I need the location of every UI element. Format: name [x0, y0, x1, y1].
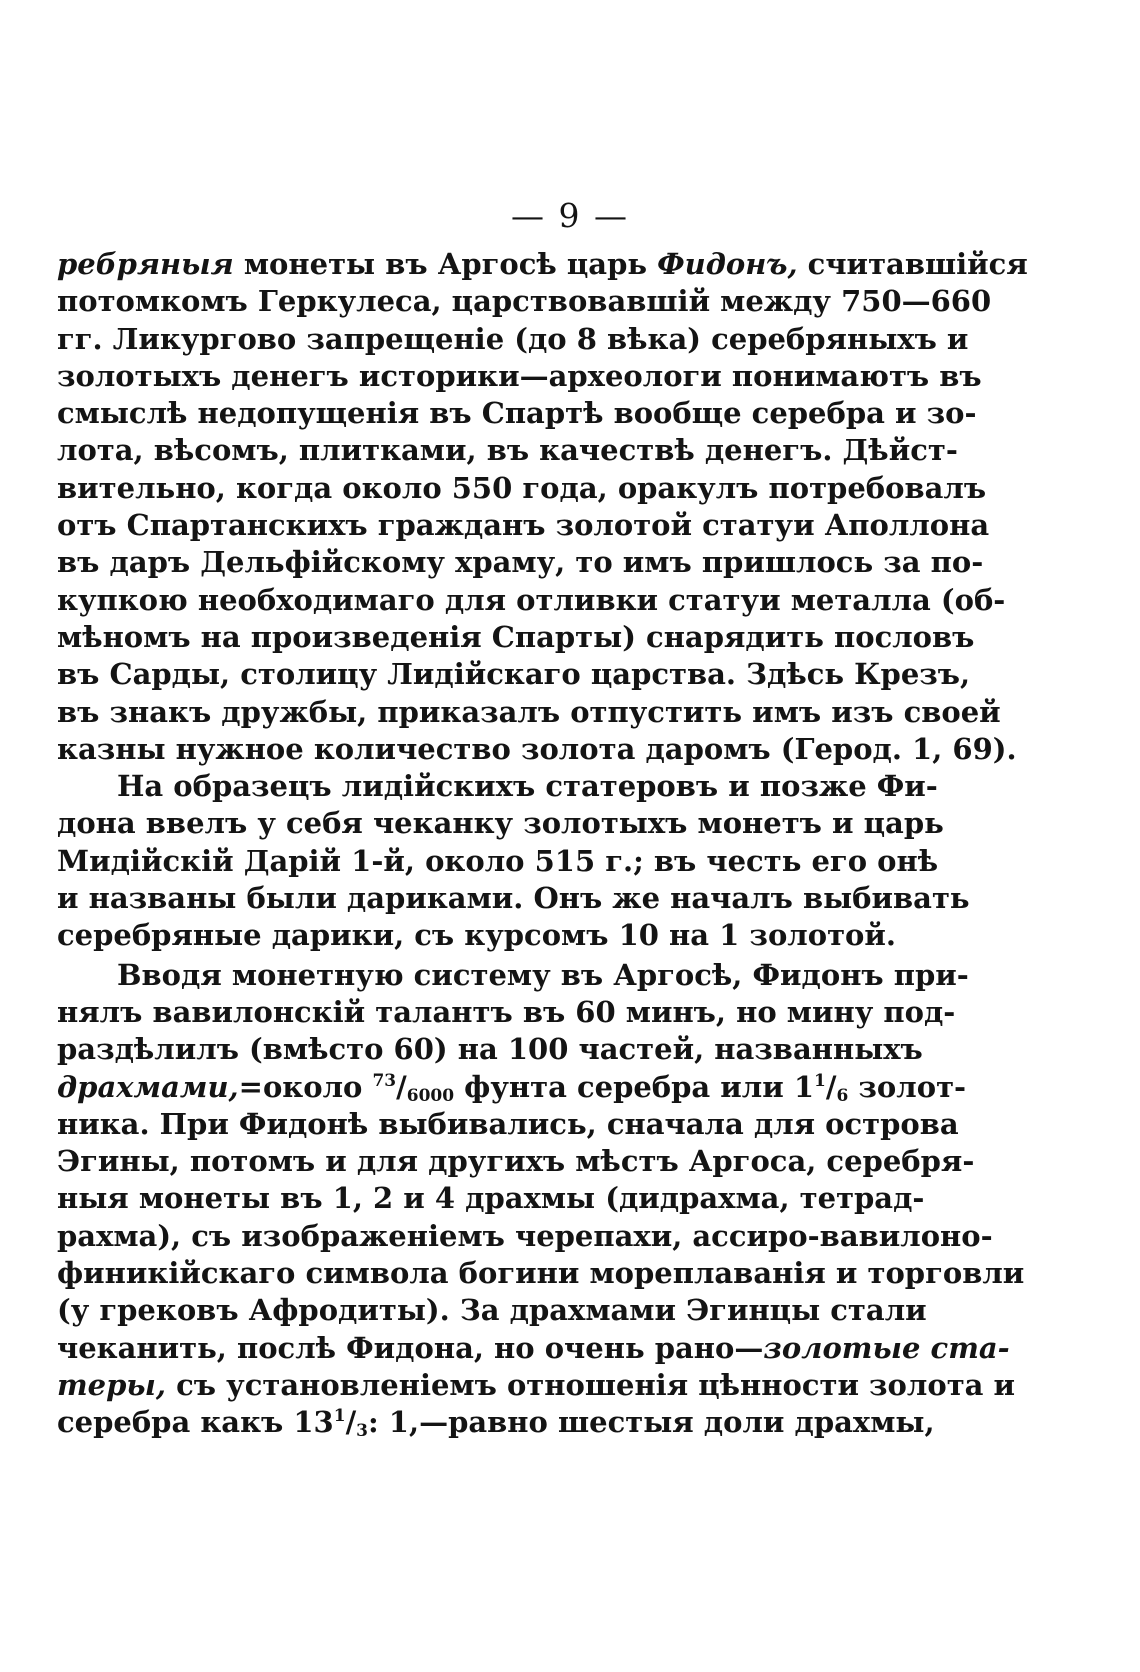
- fraction-denominator: 3: [356, 1421, 368, 1442]
- text-line: [57, 1031, 923, 1068]
- fraction-numerator: 73: [372, 1070, 397, 1091]
- text-run: гг. Ликургово запрещеніе (до 8 вѣка) серебряныхъ и: [57, 321, 969, 356]
- page-number: — 9 —: [511, 196, 629, 235]
- italic-term: ребряныя: [57, 247, 234, 281]
- italic-term: золотые ста-: [763, 1330, 1010, 1365]
- text-run: потомкомъ Геркулеса, царствовавшій между 750—660: [57, 284, 992, 319]
- text-line: [57, 1218, 993, 1255]
- text-run: въ знакъ дружбы, приказалъ отпустить имъ изъ своей: [57, 694, 1001, 729]
- text-line: [57, 656, 971, 693]
- fraction-denominator: 6: [836, 1085, 849, 1106]
- text-run: монеты въ Аргосѣ царь: [233, 247, 658, 281]
- text-line: [57, 1106, 959, 1143]
- italic-term: теры,: [57, 1367, 167, 1402]
- text-run: золотыхъ денегъ историки—археологи понимаютъ въ: [57, 358, 982, 393]
- text-line: [57, 694, 1001, 731]
- text-run: купкою необходимаго для отливки статуи металла (об-: [57, 582, 1006, 617]
- text-run: въ Сарды, столицу Лидійскаго царства. Здѣсь Крезъ,: [57, 657, 971, 692]
- text-run: фунта серебра или 1: [454, 1069, 815, 1104]
- text-line: [57, 1292, 927, 1329]
- text-line: [57, 1367, 1016, 1404]
- text-run: лота, вѣсомъ, плитками, въ качествѣ денегъ. Дѣйст-: [57, 433, 958, 468]
- text-line: [57, 1180, 925, 1217]
- text-line: [57, 321, 969, 358]
- text-run: серебра какъ 13: [57, 1405, 334, 1440]
- text-line: [57, 432, 958, 469]
- text-run: мѣномъ на произведенія Спарты) снарядить пословъ: [57, 619, 975, 654]
- text-run: нялъ вавилонскій талантъ въ 60 минъ, но мину под-: [57, 994, 956, 1029]
- text-line: [57, 358, 982, 395]
- italic-term: драхмами,: [57, 1069, 239, 1104]
- text-run: чеканить, послѣ Фидона, но очень рано—: [57, 1330, 764, 1365]
- text-run: Вводя монетную систему въ Аргосѣ, Фидонъ при-: [117, 957, 969, 992]
- text-run: /: [825, 1069, 837, 1104]
- text-run: съ установленіемъ отношенія цѣнности золота и: [166, 1367, 1016, 1402]
- text-line: [57, 246, 1028, 283]
- text-line: [57, 957, 969, 994]
- text-line: [57, 544, 984, 581]
- text-run: отъ Спартанскихъ гражданъ золотой статуи Аполлона: [57, 508, 990, 543]
- text-line: [57, 470, 987, 507]
- text-line: [57, 507, 990, 544]
- text-run: въ даръ Дельфійскому храму, то имъ пришлось за по-: [57, 545, 984, 580]
- text-run: : 1,—равно шестыя доли драхмы,: [368, 1405, 935, 1440]
- text-line: [57, 1330, 1010, 1367]
- fraction-denominator: 6000: [406, 1085, 455, 1106]
- fraction-numerator: 1: [814, 1070, 826, 1091]
- text-line: [57, 994, 956, 1031]
- text-run: ника. При Фидонѣ выбивались, сначала для острова: [57, 1106, 959, 1141]
- text-line: [57, 582, 1006, 619]
- text-run: Эгины, потомъ и для другихъ мѣстъ Аргоса, серебря-: [57, 1144, 975, 1179]
- text-line: [57, 283, 992, 320]
- text-line: [57, 731, 1017, 768]
- text-line: [57, 395, 977, 432]
- text-line: [57, 619, 975, 656]
- text-run: рахма), съ изображеніемъ черепахи, ассиро-вавилоно-: [57, 1218, 993, 1253]
- text-run: раздѣлилъ (вмѣсто 60) на 100 частей, названныхъ: [57, 1032, 923, 1067]
- text-run: /: [396, 1069, 407, 1104]
- text-line: [57, 1143, 975, 1180]
- italic-term: Фидонъ,: [657, 247, 798, 281]
- text-line: [57, 1404, 935, 1442]
- text-line: [57, 1069, 967, 1106]
- text-line: [57, 805, 944, 842]
- text-run: (у грековъ Афродиты). За драхмами Эгинцы стали: [57, 1293, 927, 1328]
- text-line: [57, 880, 970, 917]
- text-run: финикійскаго символа богини мореплаванія и торговли: [57, 1256, 1025, 1291]
- text-run: и названы были дариками. Онъ же началъ выбивать: [57, 881, 970, 916]
- text-run: Мидійскій Дарій 1-й, около 515 г.; въ честь его онѣ: [57, 843, 939, 878]
- body-text: [57, 246, 1028, 1442]
- text-run: дона ввелъ у себя чеканку золотыхъ монетъ и царь: [57, 806, 944, 841]
- text-line: [57, 1255, 1025, 1292]
- text-run: считавшійся: [797, 247, 1028, 281]
- text-run: казны нужное количество золота даромъ (Герод. 1, 69).: [57, 731, 1017, 766]
- text-run: На образецъ лидійскихъ статеровъ и позже Фи-: [117, 769, 938, 804]
- text-line: [57, 768, 938, 805]
- text-run: =около: [238, 1069, 373, 1104]
- fraction-numerator: 1: [333, 1406, 346, 1427]
- text-line: [57, 917, 896, 954]
- text-run: смыслѣ недопущенія въ Спартѣ вообще серебра и зо-: [57, 396, 977, 431]
- text-run: золот-: [848, 1069, 967, 1104]
- text-line: [57, 843, 939, 880]
- text-run: серебряные дарики, съ курсомъ 10 на 1 золотой.: [57, 918, 896, 953]
- text-run: /: [345, 1405, 357, 1440]
- text-run: ныя монеты въ 1, 2 и 4 драхмы (дидрахма, тетрад-: [57, 1181, 925, 1216]
- text-run: вительно, когда около 550 года, оракулъ потребовалъ: [57, 470, 987, 505]
